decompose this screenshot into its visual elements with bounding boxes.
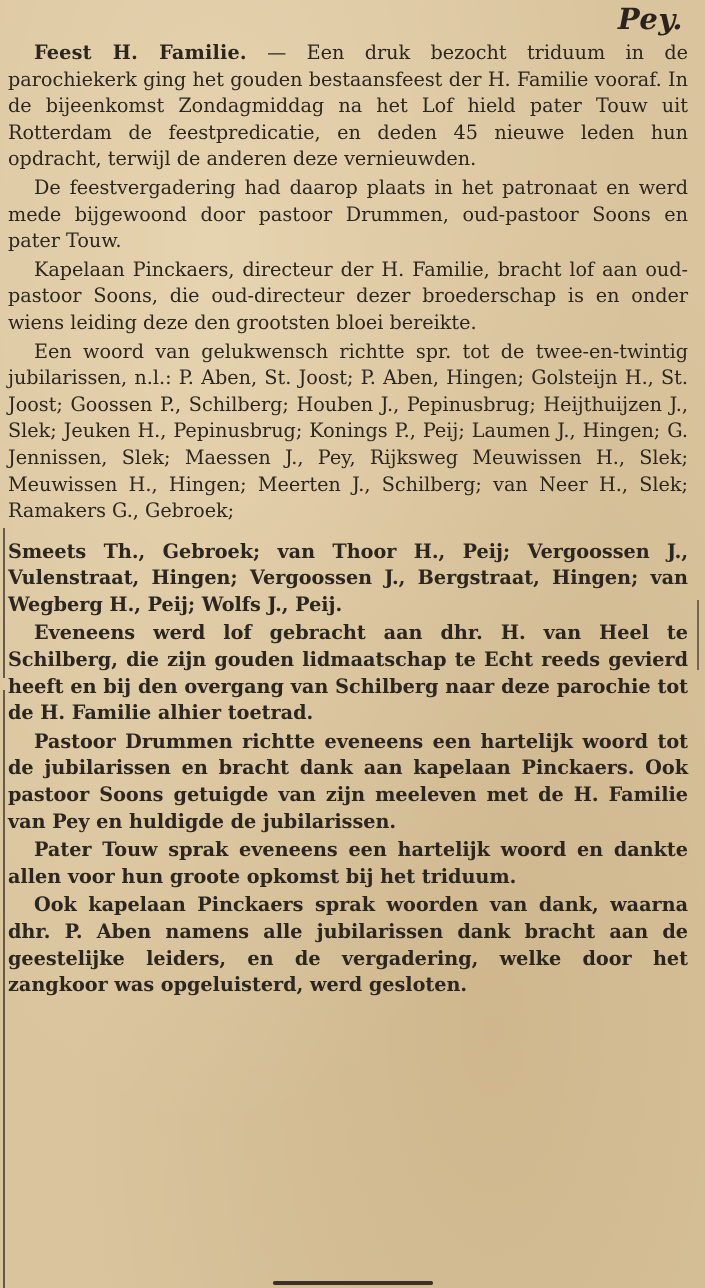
article-paragraph: Eveneens werd lof gebracht aan dhr. H. van Heel te Schilberg, die zijn gouden lidmaatschap te Echt reeds gevierd heeft en bij den overgang van Schilberg naar deze parochie tot de H. Familie alhier toetrad. bbox=[8, 621, 688, 725]
column-rule-right bbox=[697, 600, 699, 670]
article-paragraph: Ook kapelaan Pinckaers sprak woorden van dank, waarna dhr. P. Aben namens alle jubilarissen dank bracht aan de geestelijke leiders, en de vergadering, welke door het zangkoor was opgeluisterd, werd gesloten. bbox=[8, 893, 688, 997]
column-rule-left-lower bbox=[3, 690, 5, 1288]
article-body bbox=[8, 40, 688, 1001]
article-paragraph: De feestvergadering had daarop plaats in het patronaat en werd mede bijgewoond door pastoor Drummen, oud-pastoor Soons en pater Touw. bbox=[8, 175, 688, 253]
place-heading: Pey. bbox=[617, 2, 683, 36]
article-paragraph: Pater Touw sprak eveneens een hartelijk woord en dankte allen voor hun groote opkomst bij het triduum. bbox=[8, 838, 688, 888]
article-paragraph: Smeets Th., Gebroek; van Thoor H., Peij; Vergoossen J., Vulenstraat, Hingen; Vergoossen J., Bergstraat, Hingen; van Wegberg H., Peij; Wolfs J., Peij. bbox=[8, 539, 688, 616]
bottom-rule bbox=[273, 1281, 433, 1285]
article-lead: Feest H. Familie. bbox=[34, 41, 247, 64]
article-paragraph: Kapelaan Pinckaers, directeur der H. Familie, bracht lof aan oud-pastoor Soons, die oud-directeur dezer broederschap is en onder wiens leiding deze den grootsten bloei bereikte. bbox=[8, 257, 688, 334]
article-paragraph: Een woord van gelukwensch richtte spr. tot de twee-en-twintig jubilarissen, n.l.: P. Aben, St. Joost; P. Aben, Hingen; Golsteijn H., St. Joost; Goossen P., Schilberg; Houben J., Pepinusbrug; Heijthuijzen J., Slek; Jeuken H., Pepinusbrug; Konings P., Peij; Laumen J., Hingen; G. Jennissen, Slek; Maessen J., Pey, Rijksweg Meuwissen H., Slek; Meuwissen H., Hingen; Meerten J., Schilberg; van Neer H., Slek; Ramakers G., Gebroek; bbox=[8, 339, 688, 523]
paragraph-text: — Een druk bezocht triduum in de parochiekerk ging het gouden bestaansfeest der H. Familie vooraf. In de bijeenkomst Zondagmiddag na het Lof hield pater Touw uit Rotterdam de feestpredicatie, en deden 45 nieuwe leden hun opdracht, terwijl de anderen deze vernieuwden. bbox=[8, 41, 688, 171]
column-rule-left bbox=[3, 528, 5, 678]
bold-section bbox=[8, 539, 688, 999]
article-paragraph: Pastoor Drummen richtte eveneens een hartelijk woord tot de jubilarissen en bracht dank aan kapelaan Pinckaers. Ook pastoor Soons getuigde van zijn meeleven met de H. Familie van Pey en huldigde de jubilarissen. bbox=[8, 729, 688, 833]
article-paragraph bbox=[8, 40, 688, 173]
